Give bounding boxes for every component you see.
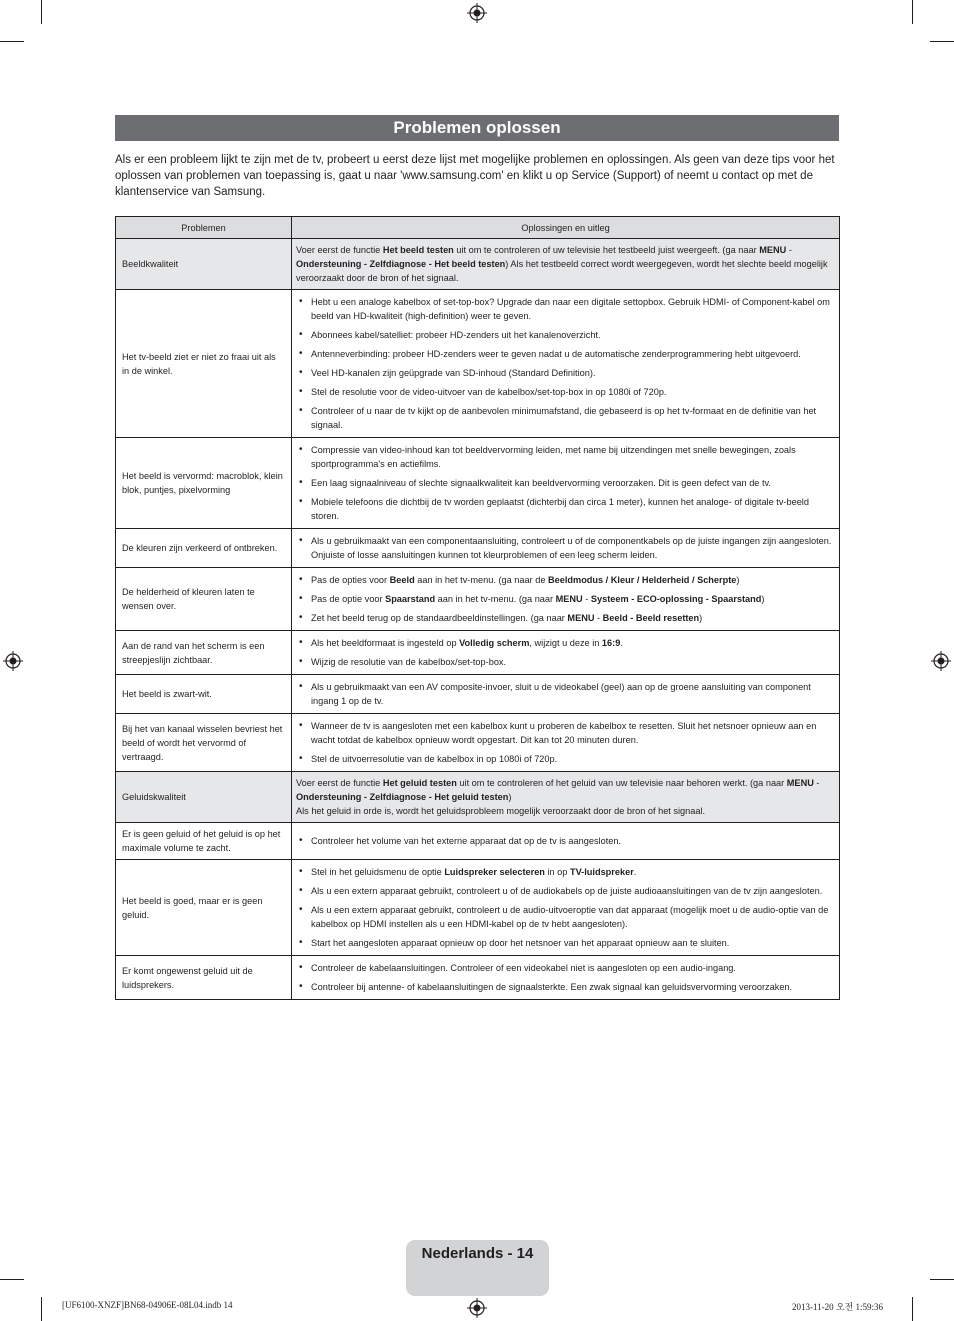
text-run: . — [620, 638, 623, 648]
text-run: Controleer of u naar de tv kijkt op de aanbevolen minimumafstand, die gebaseerd is op het tv-formaat en de definitie van het signaal. — [311, 406, 817, 430]
text-run: Pas de optie voor — [311, 594, 386, 604]
list-item — [296, 347, 835, 361]
list-item — [296, 865, 835, 879]
bold-term: Ondersteuning - Zelfdiagnose - Het beeld testen — [296, 259, 506, 269]
table-row — [116, 772, 840, 823]
solution-cell — [292, 568, 840, 631]
table-body — [116, 239, 840, 1000]
problem-cell: Beeldkwaliteit — [116, 239, 292, 290]
text-run: Stel de resolutie voor de video-uitvoer van de kabelbox/set-top-box in op 1080i of 720p. — [311, 387, 667, 397]
list-item — [296, 903, 835, 931]
list-item — [296, 980, 835, 994]
list-item — [296, 611, 835, 625]
text-run: Stel in het geluidsmenu de optie — [311, 867, 445, 877]
crop-mark — [912, 1297, 913, 1321]
header-solutions: Oplossingen en uitleg — [292, 217, 840, 239]
solution-cell — [292, 772, 840, 823]
list-item — [296, 573, 835, 587]
text-run: Stel de uitvoerresolutie van de kabelbox in op 1080i of 720p. — [311, 754, 558, 764]
problem-cell: Het beeld is zwart-wit. — [116, 675, 292, 714]
table-row — [116, 529, 840, 568]
solution-cell — [292, 529, 840, 568]
solution-list — [296, 719, 835, 766]
solution-cell — [292, 860, 840, 956]
table-row — [116, 823, 840, 860]
list-item — [296, 495, 835, 523]
text-run: - — [582, 594, 591, 604]
table-row — [116, 675, 840, 714]
list-item — [296, 884, 835, 898]
header-problems: Problemen — [116, 217, 292, 239]
problem-cell: De kleuren zijn verkeerd of ontbreken. — [116, 529, 292, 568]
table-row — [116, 438, 840, 529]
text-run: , wijzigt u deze in — [529, 638, 602, 648]
crop-mark — [930, 1279, 954, 1280]
page-number-tab — [406, 1240, 549, 1296]
list-item — [296, 385, 835, 399]
text-run: - — [594, 613, 603, 623]
bold-term: Systeem - ECO-oplossing - Spaarstand — [590, 594, 762, 604]
registration-mark-icon — [467, 3, 487, 23]
list-item — [296, 961, 835, 975]
solution-cell — [292, 290, 840, 438]
solution-paragraph — [296, 243, 835, 285]
crop-mark — [930, 41, 954, 42]
text-run: Veel HD-kanalen zijn geüpgrade van SD-inhoud (Standard Definition). — [311, 368, 596, 378]
text-run: ) — [508, 792, 512, 802]
text-run: Als u gebruikmaakt van een AV composite-invoer, sluit u de videokabel (geel) aan op de groene aansluiting van component ingang 1 op de tv. — [311, 682, 811, 706]
text-run: Als het beeldformaat is ingesteld op — [311, 638, 460, 648]
solution-list — [296, 636, 835, 669]
solution-paragraph — [296, 776, 835, 804]
crop-mark — [0, 41, 24, 42]
solution-cell — [292, 438, 840, 529]
text-run: ) — [699, 613, 703, 623]
solution-paragraph — [296, 804, 835, 818]
text-run: Mobiele telefoons die dichtbij de tv worden geplaatst (dichterbij dan circa 1 meter), kunnen het analoge- of digitale tv-beeld storen. — [311, 497, 809, 521]
page-label: Nederlands - 14 — [421, 1245, 534, 1262]
table-row — [116, 714, 840, 772]
solution-cell — [292, 239, 840, 290]
text-run: uit om te controleren of het geluid van uw televisie naar behoren werkt. (ga naar — [456, 778, 787, 788]
table-row — [116, 631, 840, 675]
text-run: Als u gebruikmaakt van een componentaansluiting, controleert u of de componentkabels op de juiste ingangen zijn aangesloten. Onjuiste of losse aansluitingen kunnen tot kleurproblemen of een leeg scherm leiden. — [311, 536, 832, 560]
list-item — [296, 834, 835, 848]
list-item — [296, 328, 835, 342]
list-item — [296, 936, 835, 950]
problem-cell: Aan de rand van het scherm is een streepjeslijn zichtbaar. — [116, 631, 292, 675]
crop-mark — [41, 1297, 42, 1321]
solution-cell — [292, 714, 840, 772]
text-run: Als u een extern apparaat gebruikt, controleert u de audio-uitvoeroptie van dat apparaat (mogelijk moet u de audio-optie van de kabelbox op HDMI instellen als u een HDMI-kabel op de tv hebt aangesloten). — [311, 905, 829, 929]
problem-cell: De helderheid of kleuren laten te wensen over. — [116, 568, 292, 631]
problem-cell: Er komt ongewenst geluid uit de luidsprekers. — [116, 956, 292, 1000]
solution-list — [296, 573, 835, 625]
text-run: Controleer bij antenne- of kabelaansluitingen de signaalsterkte. Een zwak signaal kan geluidsvervorming veroorzaken. — [311, 982, 793, 992]
bold-term: Spaarstand — [385, 594, 436, 604]
table-row — [116, 956, 840, 1000]
bold-term: Beeld - Beeld resetten — [602, 613, 700, 623]
print-timestamp: 2013-11-20 오전 1:59:36 — [792, 1302, 884, 1312]
list-item — [296, 404, 835, 432]
problem-cell: Bij het van kanaal wisselen bevriest het beeld of wordt het vervormd of vertraagd. — [116, 714, 292, 772]
bold-term: MENU — [555, 594, 583, 604]
solution-list — [296, 865, 835, 950]
bold-term: Ondersteuning - Zelfdiagnose - Het geluid testen — [296, 792, 509, 802]
list-item — [296, 443, 835, 471]
text-run: Pas de opties voor — [311, 575, 390, 585]
registration-mark-icon — [931, 651, 951, 671]
text-run: Als u een extern apparaat gebruikt, controleert u of de audiokabels op de juiste audioaansluitingen van de tv zijn aangesloten. — [311, 886, 823, 896]
solution-list — [296, 680, 835, 708]
solution-cell — [292, 956, 840, 1000]
table-row — [116, 239, 840, 290]
text-run: Start het aangesloten apparaat opnieuw op door het netsnoer van het apparaat opnieuw aan te sluiten. — [311, 938, 730, 948]
text-run: Voer eerst de functie — [296, 245, 383, 255]
problem-cell: Er is geen geluid of het geluid is op het maximale volume te zacht. — [116, 823, 292, 860]
list-item — [296, 655, 835, 669]
text-run: - — [813, 778, 820, 788]
solution-list — [296, 834, 835, 848]
text-run: Abonnees kabel/satelliet: probeer HD-zenders uit het kanalenoverzicht. — [311, 330, 601, 340]
list-item — [296, 534, 835, 562]
text-run: Compressie van video-inhoud kan tot beeldvervorming leiden, met name bij uitzendingen met snelle bewegingen, zoals sportprogramma's en actiefilms. — [311, 445, 796, 469]
text-run: aan in het tv-menu. (ga naar — [435, 594, 556, 604]
list-item — [296, 752, 835, 766]
text-run: ) — [761, 594, 765, 604]
bold-term: MENU — [786, 778, 814, 788]
table-row — [116, 568, 840, 631]
text-run: Voer eerst de functie — [296, 778, 383, 788]
list-item — [296, 295, 835, 323]
bold-term: Beeld — [389, 575, 415, 585]
bold-term: Volledig scherm — [459, 638, 530, 648]
text-run: - — [786, 245, 792, 255]
list-item — [296, 636, 835, 650]
registration-mark-icon — [467, 1298, 487, 1318]
troubleshooting-table — [115, 216, 840, 1000]
text-run: Antenneverbinding: probeer HD-zenders weer te geven nadat u de automatische zenderprogrammering hebt uitgevoerd. — [311, 349, 801, 359]
bold-term: Luidspreker selecteren — [444, 867, 545, 877]
text-run: aan in het tv-menu. (ga naar de — [414, 575, 548, 585]
text-run: Controleer het volume van het externe apparaat dat op de tv is aangesloten. — [311, 836, 622, 846]
text-run: Wanneer de tv is aangesloten met een kabelbox kunt u proberen de kabelbox te resetten. Sluit het netsnoer opnieuw aan en wacht totdat de kabelbox opnieuw wordt opgestart. Dit kan tot 20 minuten duren. — [311, 721, 817, 745]
bold-term: 16:9 — [601, 638, 621, 648]
registration-mark-icon — [3, 651, 23, 671]
problem-cell: Geluidskwaliteit — [116, 772, 292, 823]
page-title: Problemen oplossen — [115, 115, 839, 141]
bold-term: Beeldmodus / Kleur / Helderheid / Scherpte — [548, 575, 737, 585]
problem-cell: Het beeld is vervormd: macroblok, klein blok, puntjes, pixelvorming — [116, 438, 292, 529]
solution-list — [296, 443, 835, 523]
solution-cell — [292, 675, 840, 714]
table-header-row — [116, 217, 840, 239]
text-run: Wijzig de resolutie van de kabelbox/set-top-box. — [311, 657, 507, 667]
list-item — [296, 366, 835, 380]
text-run: Controleer de kabelaansluitingen. Controleer of een videokabel niet is aangesloten op een audio-ingang. — [311, 963, 736, 973]
text-run: . — [633, 867, 637, 877]
list-item — [296, 680, 835, 708]
solution-list — [296, 295, 835, 432]
crop-mark — [0, 1279, 24, 1280]
text-run: Als het geluid in orde is, wordt het geluidsprobleem mogelijk veroorzaakt door de bron of het signaal. — [296, 806, 706, 816]
text-run: Hebt u een analoge kabelbox of set-top-box? Upgrade dan naar een digitale settopbox. Gebruik HDMI- of Component-kabel om beeld van HD-kwaliteit (high-definition) weer te geven. — [311, 297, 830, 321]
bold-term: Het geluid testen — [382, 778, 457, 788]
text-run: ) Als het testbeeld correct wordt weergegeven, wordt het slechte beeld mogelijk veroorzaakt door de bron of het signaal. — [296, 259, 828, 283]
bold-term: TV-luidspreker — [569, 867, 634, 877]
list-item — [296, 592, 835, 606]
problem-cell: Het beeld is goed, maar er is geen geluid. — [116, 860, 292, 956]
solution-list — [296, 534, 835, 562]
intro-paragraph: Als er een probleem lijkt te zijn met de tv, probeert u eerst deze lijst met mogelijke problemen en oplossingen. Als geen van deze tips voor het oplossen van problemen van toepassing is, gaat u naar 'www.samsung.com' en klikt u op Service (Support) of neemt u contact op met de klantenservice van Samsung. — [115, 154, 835, 198]
crop-mark — [41, 0, 42, 24]
text-run: ) — [736, 575, 740, 585]
problem-cell: Het tv-beeld ziet er niet zo fraai uit als in de winkel. — [116, 290, 292, 438]
solution-list — [296, 961, 835, 994]
list-item — [296, 476, 835, 490]
text-run: uit om te controleren of uw televisie het testbeeld juist weergeeft. (ga naar — [453, 245, 760, 255]
text-run: Een laag signaalniveau of slechte signaalkwaliteit kan beeldvervorming veroorzaken. Dit is geen defect van de tv. — [311, 478, 771, 488]
bold-term: MENU — [567, 613, 595, 623]
bold-term: Het beeld testen — [382, 245, 454, 255]
crop-mark — [912, 0, 913, 24]
solution-cell — [292, 823, 840, 860]
text-run: Zet het beeld terug op de standaardbeeldinstellingen. (ga naar — [311, 613, 568, 623]
solution-cell — [292, 631, 840, 675]
bold-term: MENU — [759, 245, 787, 255]
list-item — [296, 719, 835, 747]
table-row — [116, 290, 840, 438]
table-row — [116, 860, 840, 956]
file-info: [UF6100-XNZF]BN68-04906E-08L04.indb 14 — [62, 1300, 233, 1310]
text-run: in op — [544, 867, 570, 877]
